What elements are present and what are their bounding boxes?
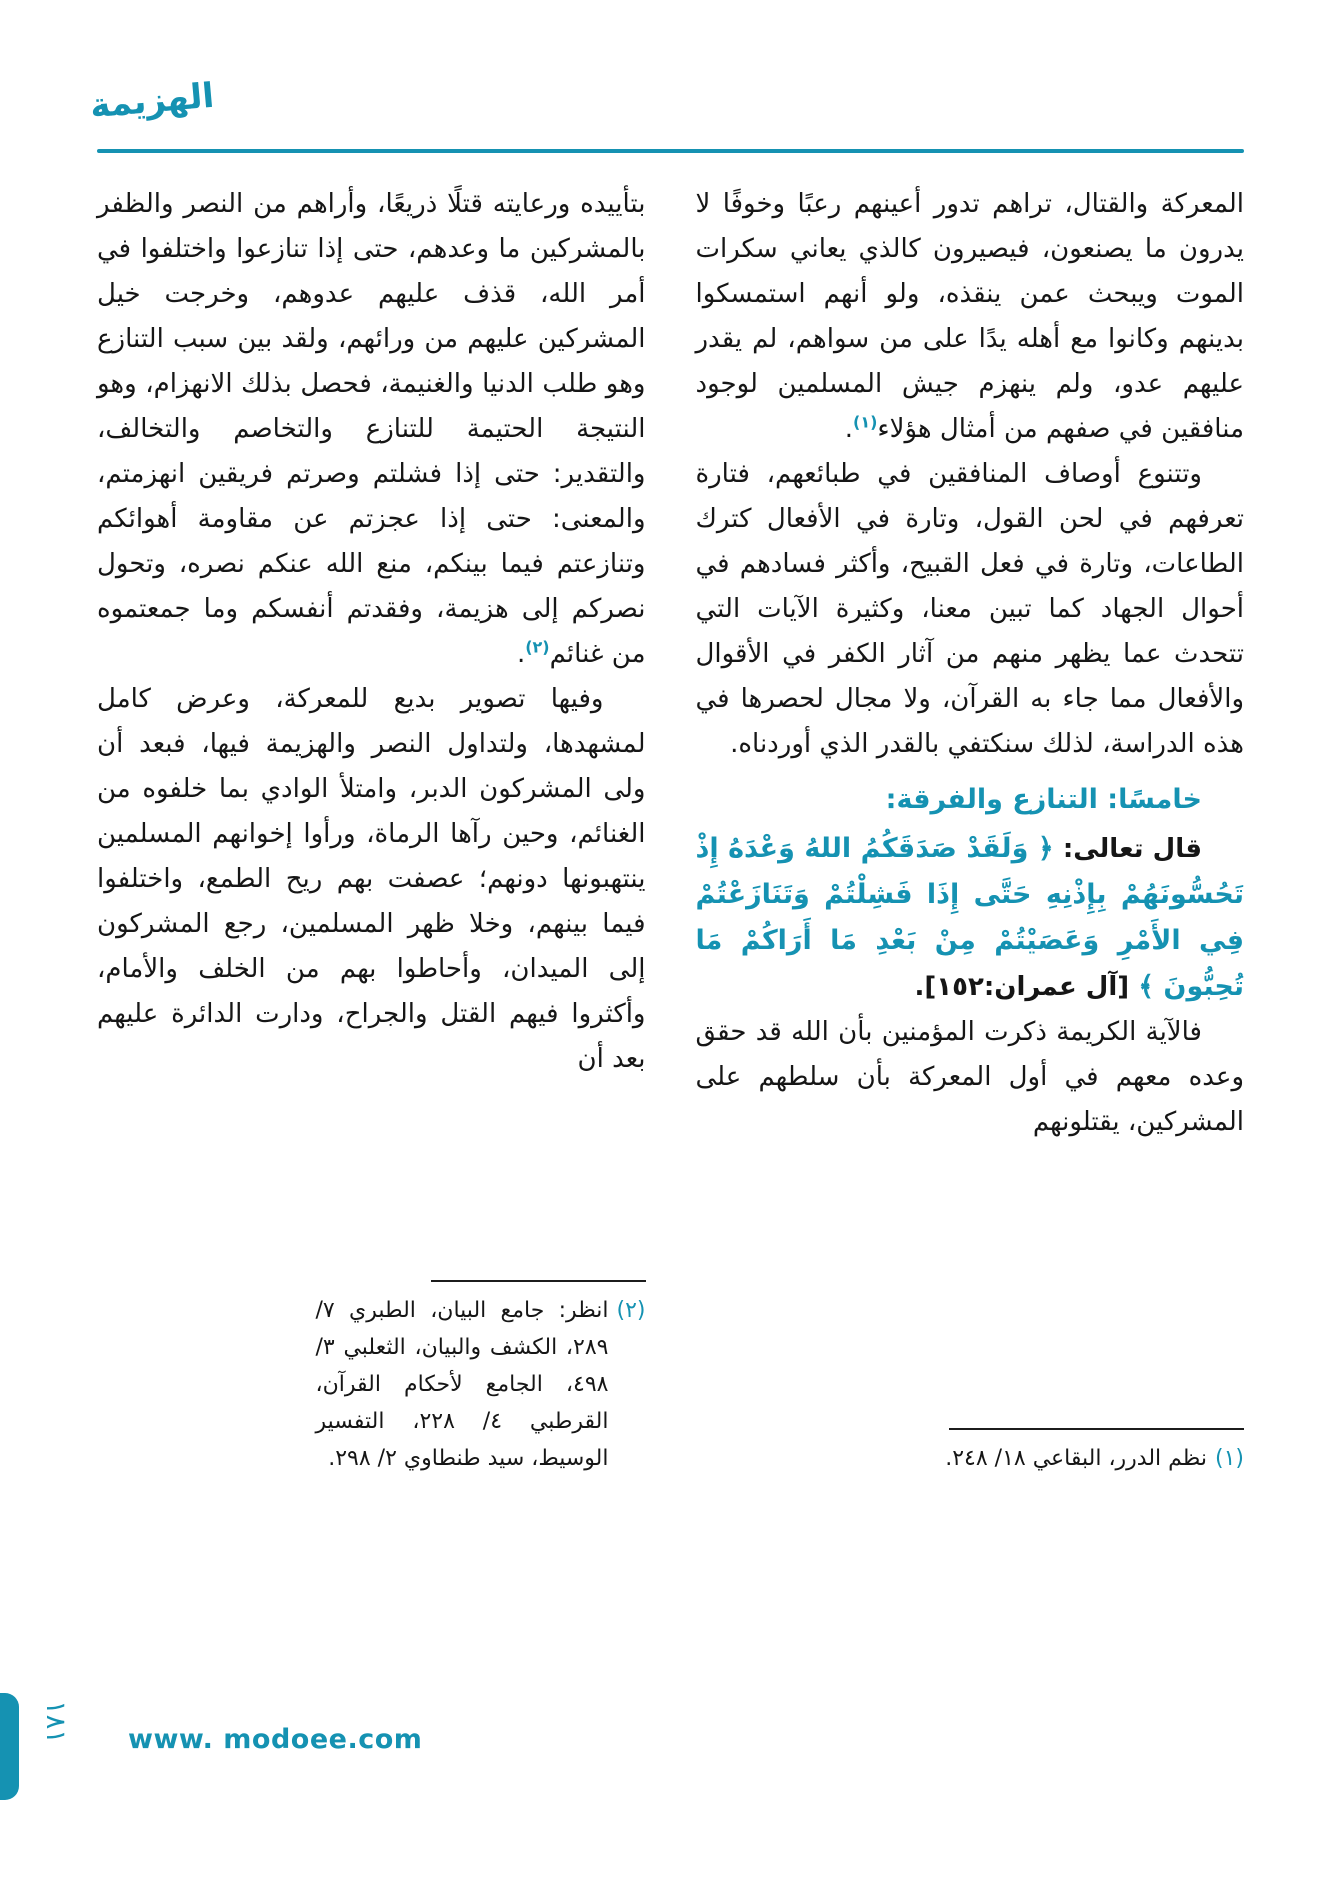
paragraph: فالآية الكريمة ذكرت المؤمنين بأن الله قد حقق وعده معهم في أول المعركة بأن سلطهم على المشركين، يقتلونهم [695,1017,1244,1137]
page-edge-tab [0,1693,19,1800]
quran-verse-paragraph [696,826,1245,1010]
quran-verse: ﴿ وَلَقَدْ صَدَقَكُمُ اللهُ وَعْدَهُ إِذْ تَحُسُّونَهُمْ بِإِذْنِهِ حَتَّى إِذَا فَشِلْتُمْ وَتَنَازَعْتُمْ فِي الأَمْرِ وَعَصَيْتُمْ مِنْ بَعْدِ مَا أَرَاكُمْ مَا تُحِبُّونَ ﴾ [695,833,1244,1002]
website-url: www. modoee.com [128,1724,423,1755]
header-rule [97,149,1244,153]
footnote [316,1292,646,1477]
verse-reference: [آل عمران:١٥٢]. [914,972,1139,1002]
footnote-separator [949,1428,1244,1430]
paragraph-text: المعركة والقتال، تراهم تدور أعينهم رعبًا وخوفًا لا يدرون ما يصنعون، فيصيرون كالذي يعاني سكرات الموت ويبحث عمن ينقذه، ولو أنهم استمسكوا بدينهم وكانوا مع أهله يدًا على من سواهم، لم يقدر عليهم عدو، ولم ينهزم جيش المسلمين لوجود منافقين في صفهم من أمثال هؤلاء [695,189,1244,444]
footnote-number: (٢) [616,1298,646,1323]
verse-intro: قال تعالى: [1053,834,1203,864]
column-right [696,182,1245,1477]
footnote [899,1440,1244,1477]
column-left [97,182,646,1477]
paragraph: وفيها تصوير بديع للمعركة، وعرض كامل لمشهدها، ولتداول النصر والهزيمة فيها، فبعد أن ولى المشركون الدبر، وامتلأ الوادي بما خلفوه من الغنائم، وحين رآها الرماة، ورأوا إخوانهم المسلمين ينتهبونها دونهم؛ عصفت بهم ريح الطمع، واختلفوا فيما بينهم، وخلا ظهر المسلمين، رجع المشركون إلى الميدان، وأحاطوا بهم من الخلف والأمام، وأكثروا فيهم القتل والجراح، ودارت الدائرة عليهم بعد أن [97,684,646,1074]
footnote-ref-1: (١) [853,412,878,432]
paragraph: وتتنوع أوصاف المنافقين في طبائعهم، فتارة تعرفهم في لحن القول، وتارة في الأفعال كترك الطاعات، وتارة في فعل القبيح، وأكثر فسادهم في أحوال الجهاد كما تبين معنا، وكثيرة الآيات التي تتحدث عما يظهر منهم من آثار الكفر في الأقوال والأفعال مما جاء به القرآن، ولا مجال لحصرها في هذه الدراسة، لذلك سنكتفي بالقدر الذي أوردناه. [695,459,1244,759]
text-columns [97,182,1244,1477]
book-title-logo: الهزيمة [88,75,216,127]
footnote-text: انظر: جامع البيان، الطبري ٧/ ٢٨٩، الكشف والبيان، الثعلبي ٣/ ٤٩٨، الجامع لأحكام القرآن، القرطبي ٤/ ٢٢٨، التفسير الوسيط، سيد طنطاوي ٢/ ٢٩٨. [315,1298,609,1471]
footnote-ref-2: (٢) [525,637,550,657]
paragraph-text: بتأييده ورعايته قتلًا ذريعًا، وأراهم من النصر والظفر بالمشركين ما وعدهم، حتى إذا تنازعوا واختلفوا في أمر الله، قذف عليهم عدوهم، وخرجت خيل المشركين عليهم من ورائهم، ولقد بين سبب التنازع وهو طلب الدنيا والغنيمة، فحصل بذلك الانهزام، وهو النتيجة الحتيمة للتنازع والتخاصم والتخالف، والتقدير: حتى إذا فشلتم وصرتم فريقين انهزمتم، والمعنى: حتى إذا عجزتم عن مقاومة أهوائكم وتنازعتم فيما بينكم، منع الله عنكم نصره، وتحول نصركم إلى هزيمة، وفقدتم أنفسكم وما جمعتموه من غنائم [97,189,646,669]
paragraph [696,182,1245,452]
paragraph [97,182,646,677]
footnote-block-right [696,1416,1245,1477]
page-number: ١٨١ [40,1700,71,1744]
paragraph-text: . [516,639,526,669]
paragraph-text: . [844,414,854,444]
footnote-separator [431,1280,646,1282]
footnote-number: (١) [1214,1446,1244,1471]
footnote-block-left [97,1268,646,1477]
section-heading: خامسًا: التنازع والفرقة: [885,784,1202,815]
footnote-text: نظم الدرر، البقاعي ١٨/ ٢٤٨. [945,1446,1207,1471]
